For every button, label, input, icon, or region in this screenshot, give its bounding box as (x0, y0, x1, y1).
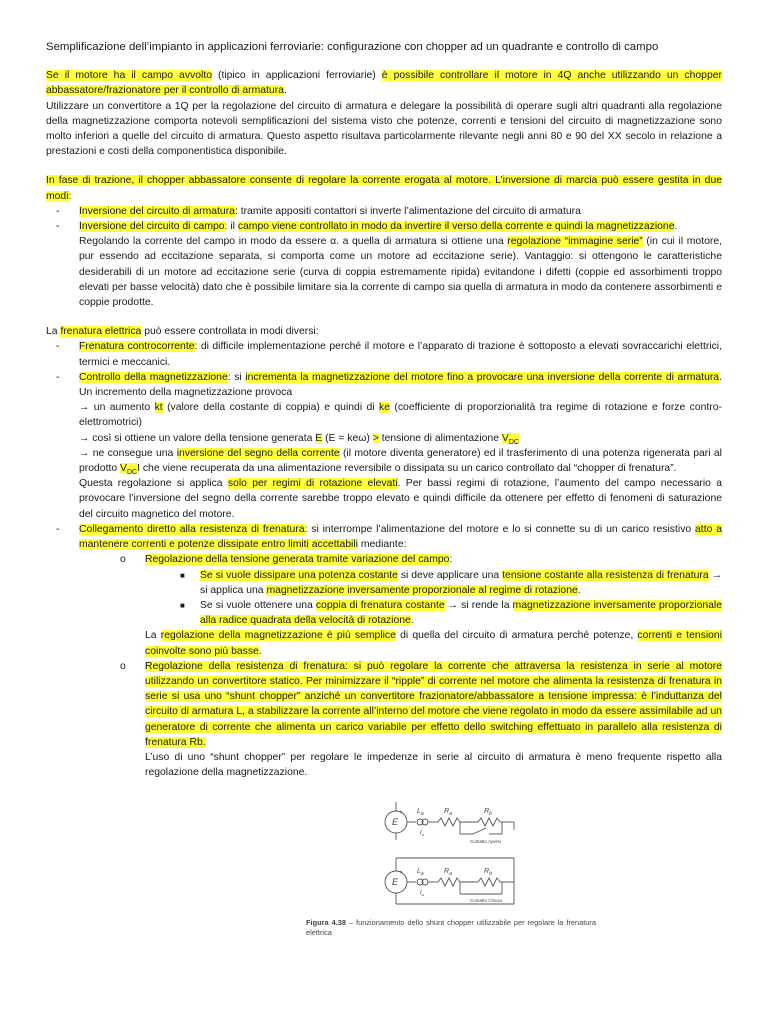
text: (in cui il motore, pur essendo ad eccitazione separata, si comporta come un motore ad eccitazione serie). Vantaggio: si ottengono le caratteristiche desiderabili di un motore ad eccitazione serie (curva di coppia estremamente ripida) evitandone i difetti (coppie ed assorbimenti troppo elevati per basse velocità) dato che è possibile limitare sia la corrente di campo sia quella di armatura in modo da contenere assorbimenti e coppie prodotte. (79, 236, 722, 309)
highlight: magnetizzazione inversamente proporzionale alla radice quadrata della velocità di rotazione (200, 599, 722, 627)
subsublist-item (178, 598, 722, 628)
list-braking (46, 339, 722, 780)
text: . (674, 221, 678, 233)
sublist-item (112, 659, 722, 781)
resistor-rb (478, 818, 500, 826)
highlight: Frenatura controcorrente (79, 341, 195, 353)
text: → si rende la (444, 599, 513, 611)
label-la: $L_a$ (417, 808, 424, 817)
subscript: DC (126, 469, 138, 477)
highlight: incrementa la magnetizzazione del motore fino a provocare una inversione della corrente di armatura (245, 371, 720, 383)
text: L’uso di uno “shunt chopper” per regolare le impedenze in serie al circuito di armatura è meno frequente rispetto alla regolazione della magnetizzazione. (145, 751, 722, 779)
document-page (46, 40, 722, 780)
paragraph-converter: Utilizzare un convertitore a 1Q per la regolazione del circuito di armatura e delegare la possibilità di operare sugli altri quadranti alla regolazione della magnetizzazione comporta notevoli semplificazioni del sistema visto che potenze, correnti e tensioni del circuito di magnetizzazione sono molto inferiori a quelle del circuito di armatura. Questo aspetto risultava particolarmente rilevante negli anni 80 e 90 del XX secolo in relazione a prestazioni e costi della componentistica disponibile. (46, 100, 722, 158)
text: La (145, 630, 161, 642)
highlight: Regolazione della resistenza di frenatura: si può regolare la corrente che attraversa la resistenza in serie al motore utilizzando un convertitore statico. Per minimizzare il “ripple” di corrente nel motore che alimenta la resistenza di frenatura in serie si usa uno “shunt chopper” anziché un convertitore frazionatore/abbassatore a tensione impressa: è l’induttanza del circuito di armatura L, a stabilizzare la corrente all’interno del motore che viene regolato in modo da essere assimilabile ad un generatore di corrente che alimenta un carico variabile per effetto dello switching effettuato in parallelo alla resistenza di frenatura Rb. (145, 660, 722, 748)
highlight: Collegamento diretto alla resistenza di frenatura (79, 523, 305, 535)
highlight: coppia di frenatura costante (315, 599, 445, 611)
circuit-top (385, 802, 514, 840)
subscript: DC (508, 438, 519, 446)
label-ra: $R_a$ (444, 808, 452, 817)
highlight: atto a mantenere correnti e potenze dissipate entro limiti accettabili (79, 523, 722, 551)
text: (coefficiente di proporzionalità tra regime di rotazione e forze contro-elettromotrici) (79, 402, 722, 429)
text: Questa regolazione si applica (79, 478, 228, 490)
circle-marker: o (120, 554, 126, 566)
text: si deve applicare una (397, 569, 503, 581)
resistor-rb (478, 878, 500, 886)
highlight: kt (154, 402, 163, 414)
text: (tipico in applicazioni ferroviarie) (211, 70, 382, 82)
dash-marker: - (56, 221, 60, 233)
highlight: tensione costante alla resistenza di frenatura (502, 569, 709, 581)
label-rb: $R_b$ (484, 808, 492, 817)
text: → ne consegue una (79, 447, 177, 459)
label-ia: $I_a$ (420, 830, 424, 837)
text: : si interrompe l’alimentazione del motore e lo si connette su di un carico resistivo (304, 523, 696, 535)
dash-marker: - (56, 341, 60, 353)
text: V (120, 463, 127, 475)
label-rb: $R_b$ (484, 868, 492, 877)
highlight: ke (379, 402, 390, 414)
label-ia: $I_a$ (420, 890, 424, 897)
sublist-resistor (79, 552, 722, 780)
highlight: solo per regimi di rotazione elevati (227, 478, 398, 490)
text: . (410, 615, 414, 627)
square-marker: ■ (180, 570, 185, 580)
highlight: Inversione del circuito di campo (79, 221, 225, 233)
subsublist (145, 568, 722, 629)
page-title: Semplificazione dell’impianto in applicazioni ferroviarie: configurazione con chopper ad un quadrante e controllo di campo (46, 41, 659, 53)
plus-sign: + (399, 810, 403, 816)
highlight: campo viene controllato in modo da invertire il verso della corrente e quindi la magnetizzazione (237, 221, 675, 233)
text: → così si ottiene un valore della tensione generata (79, 432, 316, 444)
label-ra: $R_a$ (444, 868, 452, 877)
highlight: E (315, 432, 323, 444)
switch-note: Contatto Aperto (470, 839, 502, 844)
list-item (46, 339, 722, 369)
text: : (449, 554, 453, 566)
dash-marker: - (56, 205, 60, 217)
list-item (46, 219, 722, 310)
highlight: regolazione “immagine serie” (507, 236, 643, 248)
resistor-ra (438, 878, 460, 886)
highlight (120, 463, 138, 477)
highlight: In fase di trazione, il chopper abbassatore consente di regolare la corrente erogata al motore. L’inversione di marcia può essere gestita in due modi (46, 175, 722, 202)
highlight: Se il motore ha il campo avvolto (46, 70, 212, 82)
text: può essere controllata in modi diversi: (141, 326, 319, 338)
text: La (46, 326, 61, 338)
text: tensione di alimentazione (378, 432, 502, 444)
text: Se si vuole ottenere una (200, 599, 316, 611)
list-inversion (46, 204, 722, 310)
paragraph-traction (46, 173, 722, 203)
text: . Un incremento della magnetizzazione provoca (79, 371, 722, 399)
text: I che viene recuperata da una alimentazione reversibile o dissipata su un carico controllato dal “chopper di frenatura”. (137, 463, 677, 475)
text: (il motore diventa generatore) ed il trasferimento di una potenza rigenerata pari al prodotto (79, 447, 722, 475)
text: → un aumento (79, 402, 155, 414)
dash-marker: - (56, 523, 60, 535)
switch-note: Contatto Chiuso (470, 898, 503, 903)
figure-caption (306, 918, 596, 938)
list-item (46, 370, 722, 522)
label-la: $L_a$ (417, 868, 424, 877)
text: . Per bassi regimi di rotazione, l’aumento del campo necessario a provocare l’inversione del segno della corrente sarebbe troppo elevato e quindi difficile da ottenere per effetto di fenomeni di saturazione del circuito magnetico del motore. (79, 478, 723, 520)
text: (E = keω) (322, 432, 373, 444)
text: . (283, 85, 287, 97)
circle-marker: o (120, 660, 126, 672)
highlight: Controllo della magnetizzazione (79, 371, 228, 383)
label-e: E (392, 817, 399, 827)
label-e: E (392, 877, 399, 887)
list-item (46, 204, 722, 219)
highlight: Regolazione della tensione generata tramite variazione del campo (145, 554, 450, 566)
plus-sign: + (399, 870, 403, 876)
text: (valore della costante di coppia) e quindi di (162, 402, 380, 414)
text: . (258, 645, 262, 657)
text: : il (224, 221, 238, 233)
text: . (577, 584, 581, 596)
paragraph-intro (46, 68, 722, 98)
highlight: magnetizzazione inversamente proporzionale al regime di rotazione (266, 584, 578, 596)
list-item (46, 522, 722, 780)
dash-marker: - (56, 371, 60, 383)
resistor-ra (438, 818, 460, 826)
text: : di difficile implementazione perché il motore e l’apparato di trazione è sottoposto a elevati sovraccarichi elettrici, termici e meccanici. (79, 341, 722, 368)
text: : (68, 190, 72, 202)
highlight: inversione del segno della corrente (176, 447, 340, 459)
paragraph-braking (46, 324, 722, 339)
text: : tramite appositi contattori si inverte l’alimentazione del circuito di armatura (234, 205, 581, 217)
text: di quella del circuito di armatura perché potenze, (395, 630, 638, 642)
switch-open (473, 828, 486, 834)
highlight (502, 433, 519, 444)
highlight: correnti e tensioni coinvolte sono più basse (145, 630, 722, 657)
highlight: > (372, 432, 379, 444)
subsublist-item (178, 568, 722, 598)
caption-text: – funzionamento dello shunt chopper utilizzabile per regolare la frenatura elettrica (306, 918, 596, 937)
highlight: regolazione della magnetizzazione è più semplice (160, 630, 396, 642)
text: V (501, 432, 509, 444)
text: mediante: (357, 539, 407, 551)
highlight: frenatura elettrica (60, 326, 142, 338)
highlight: è possibile controllare il motore in 4Q anche utilizzando un chopper abbassatore/frazionatore per il controllo di armatura (46, 70, 722, 97)
square-marker: ■ (180, 600, 185, 610)
text: : si (227, 371, 246, 383)
highlight: Inversione del circuito di armatura (79, 205, 235, 217)
highlight: Se si vuole dissipare una potenza costante (200, 569, 398, 581)
sublist-item (112, 552, 722, 658)
text: Regolando la corrente del campo in modo da essere α. a quella di armatura si ottiene una (79, 236, 508, 248)
text: → si applica una (200, 569, 722, 596)
caption-label: Figura 4.38 (306, 918, 346, 927)
